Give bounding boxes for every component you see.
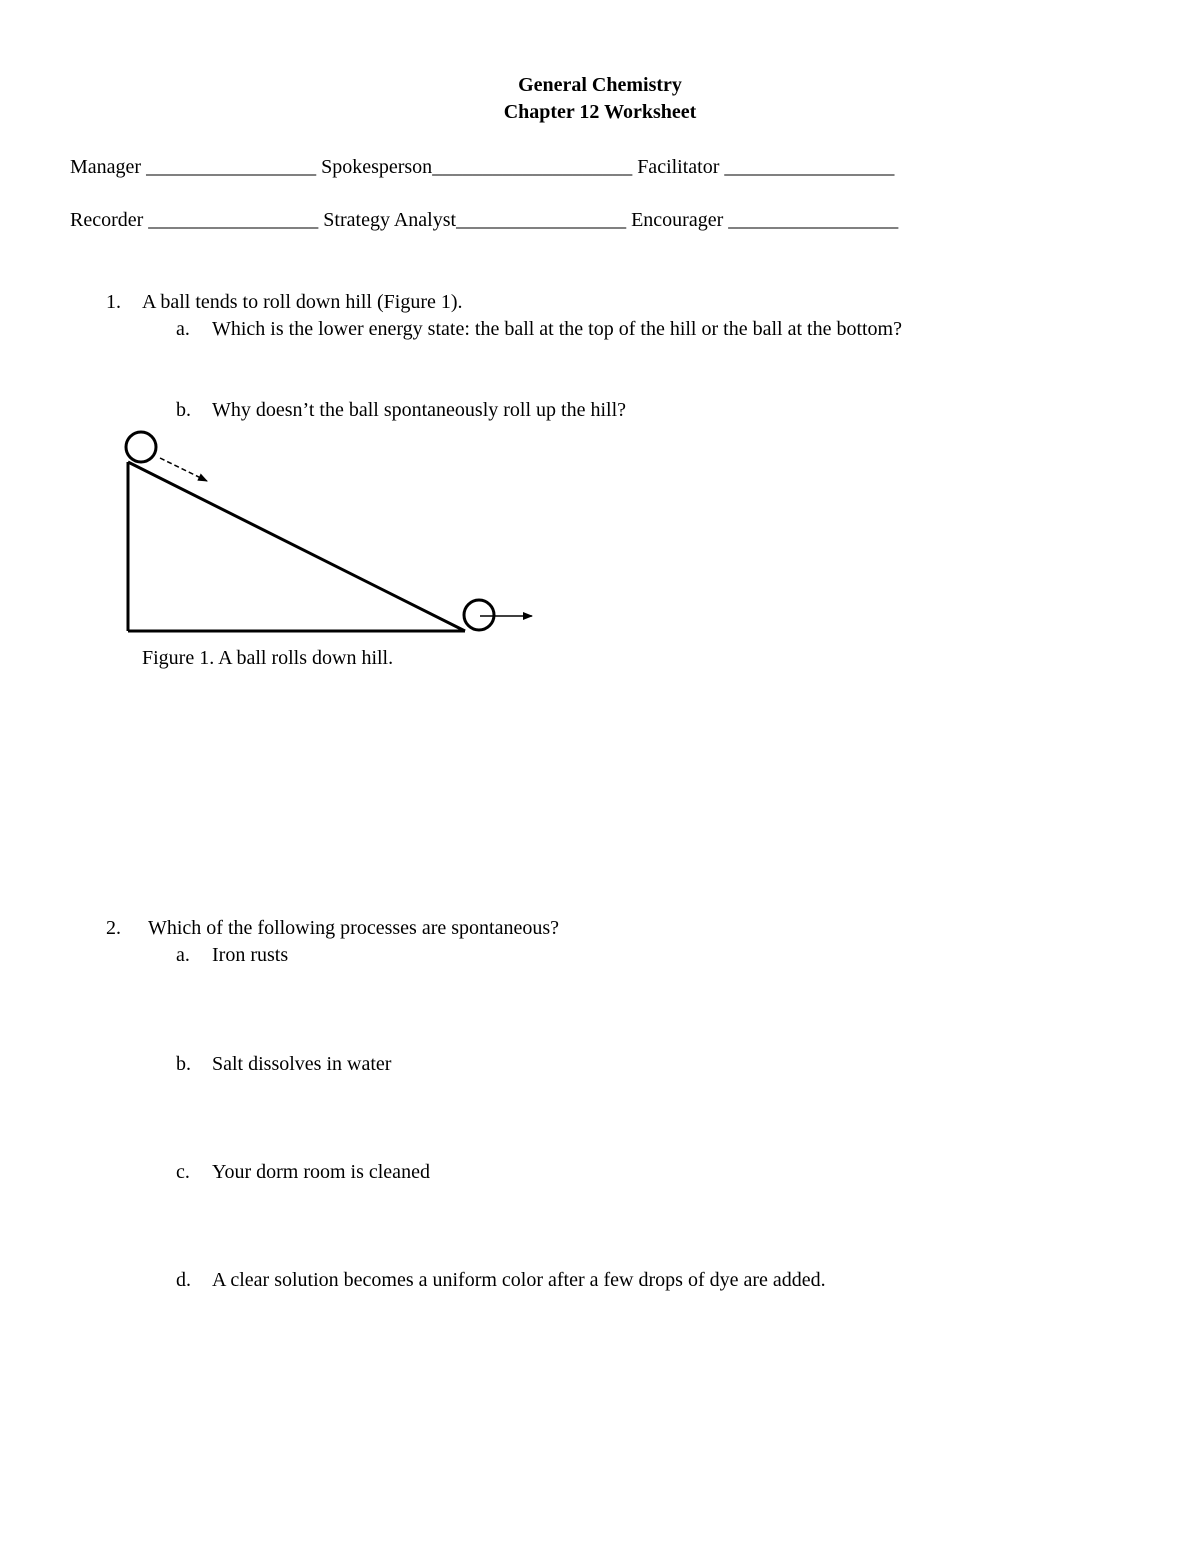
figure-caption: Figure 1. A ball rolls down hill. [142, 647, 394, 669]
question-2d-letter: d. [176, 1269, 191, 1291]
question-2a-letter: a. [176, 944, 190, 966]
role-recorder-label: Recorder [70, 209, 144, 231]
arrow-down-slope [160, 458, 207, 481]
role-strategy-analyst-label: Strategy Analyst [323, 209, 457, 231]
role-facilitator-label: Facilitator [637, 156, 720, 178]
question-2-number: 2. [106, 917, 121, 939]
hill-triangle [128, 462, 465, 631]
question-1a-text: Which is the lower energy state: the ball at the top of the hill or the ball at the bottom? [212, 318, 902, 340]
role-facilitator-blank[interactable]: _________________ [724, 156, 895, 178]
roles-row-1 [70, 156, 894, 179]
question-2b-text: Salt dissolves in water [212, 1053, 392, 1075]
question-2a-text: Iron rusts [212, 944, 289, 966]
question-2d-text: A clear solution becomes a uniform color after a few drops of dye are added. [212, 1269, 826, 1291]
question-1-text: A ball tends to roll down hill (Figure 1). [142, 291, 463, 313]
worksheet-title: Chapter 12 Worksheet [503, 101, 697, 123]
ball-top [126, 432, 156, 462]
question-2-text: Which of the following processes are spontaneous? [148, 917, 559, 939]
question-1a-letter: a. [176, 318, 190, 340]
role-spokesperson-blank[interactable]: ____________________ [432, 156, 633, 178]
roles-row-2 [70, 209, 898, 232]
role-strategy-analyst-blank[interactable]: _________________ [456, 209, 627, 231]
ball-bottom [464, 600, 494, 630]
role-manager-blank[interactable]: _________________ [146, 156, 317, 178]
role-recorder-blank[interactable]: _________________ [148, 209, 319, 231]
question-2c-text: Your dorm room is cleaned [212, 1161, 430, 1183]
question-2c-letter: c. [176, 1161, 190, 1183]
course-title: General Chemistry [518, 74, 682, 96]
question-2b-letter: b. [176, 1053, 191, 1075]
role-encourager-blank[interactable]: _________________ [728, 209, 899, 231]
question-1b-text: Why doesn’t the ball spontaneously roll up the hill? [212, 399, 627, 421]
role-spokesperson-label: Spokesperson [321, 156, 433, 178]
question-1-number: 1. [106, 291, 121, 313]
role-encourager-label: Encourager [631, 209, 724, 231]
role-manager-label: Manager [70, 156, 142, 178]
question-1b-letter: b. [176, 399, 191, 421]
